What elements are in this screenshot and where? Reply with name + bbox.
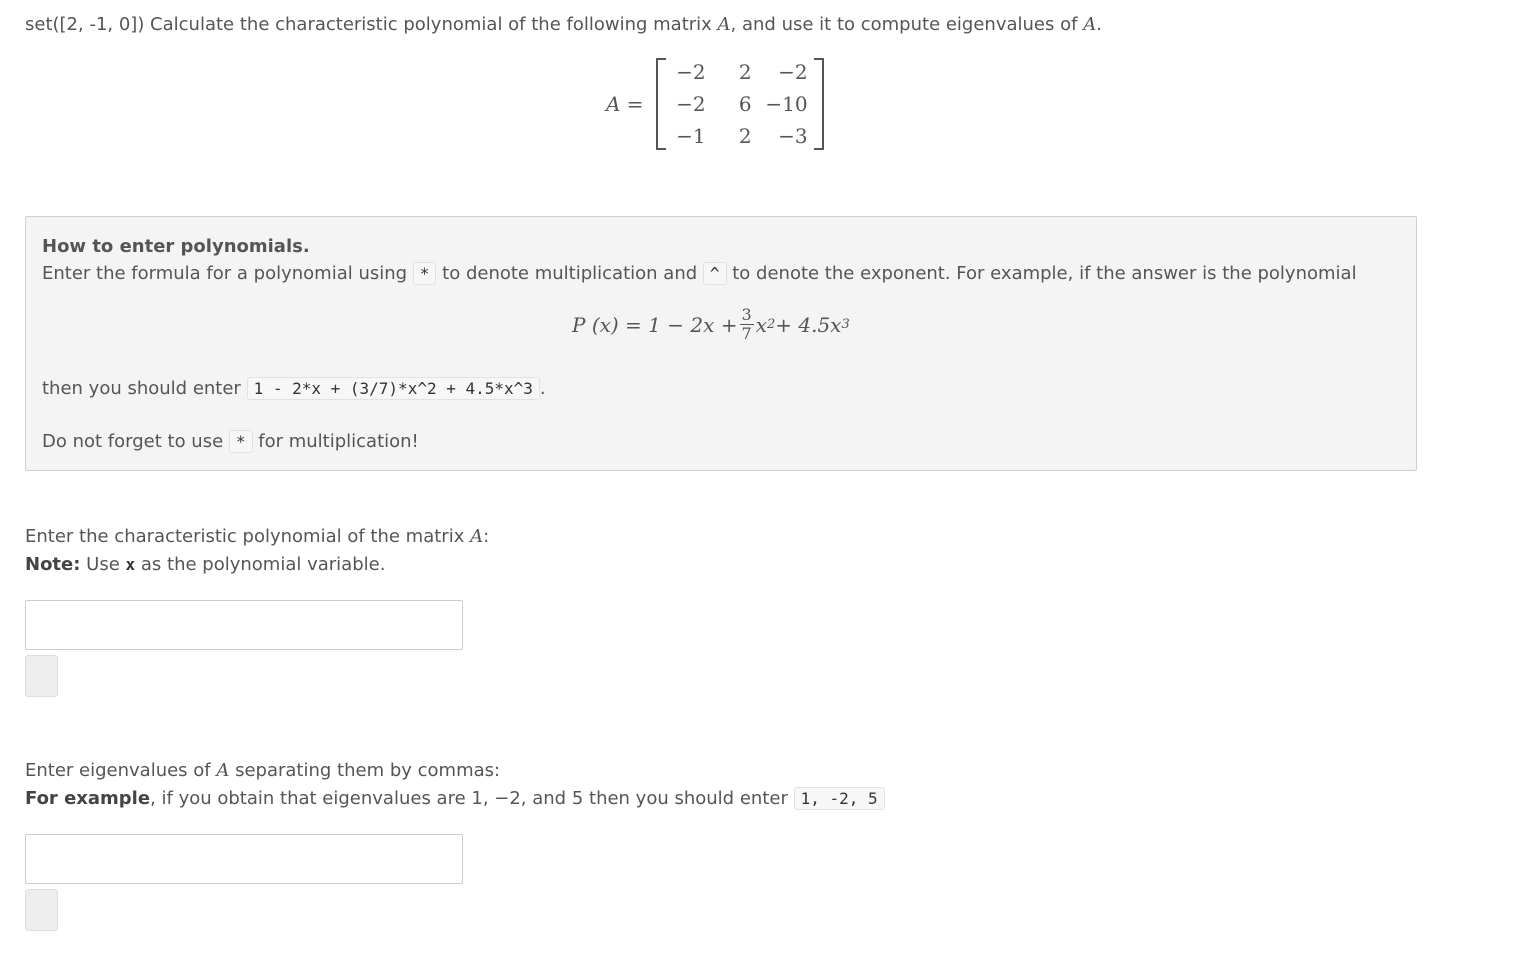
q1-suffix: : [483,526,490,547]
q1-prompt-text: Enter the characteristic polynomial of the matrix [25,526,471,547]
matrix-cell: 2 [738,124,752,148]
help-title: How to enter polynomials. [42,236,310,257]
help-text-2: to denote multiplication and [436,263,703,284]
left-bracket [656,58,666,150]
then-suffix: . [539,378,546,399]
matrix-cell: −2 [676,60,706,84]
problem-statement [25,14,1102,35]
polynomial-answer-input[interactable] [25,600,463,650]
matrix-cell: −2 [778,60,808,84]
forget-prefix: Do not forget to use [42,431,229,452]
matrix-variable: A [717,14,731,35]
polynomial-submit-button[interactable] [25,655,58,697]
formula-mid: + 4.5x [775,312,842,337]
exp-symbol-code: ^ [703,262,727,285]
matrix-display [606,58,824,150]
q2-prompt [25,760,500,781]
problem-end: . [1096,14,1102,35]
help-then-line [42,378,546,399]
eigenvalues-submit-button[interactable] [25,889,58,931]
q2-var: A [216,760,230,781]
problem-middle: , and use it to compute eigenvalues of [730,14,1084,35]
note-prefix: Use [80,554,126,575]
formula-fraction [740,306,754,343]
eigenvalues-answer-input[interactable] [25,834,463,884]
formula-x: x [755,312,767,337]
note-var: x [125,555,136,574]
q2-suffix: separating them by commas: [229,760,501,781]
q2-prompt-text: Enter eigenvalues of [25,760,217,781]
q1-var: A [470,526,484,547]
q2-example [25,788,885,809]
example-formula [572,306,850,343]
matrix-lhs: A = [606,92,644,116]
fraction-numerator: 3 [741,305,752,324]
matrix-cell: 2 [738,60,752,84]
note-suffix: as the polynomial variable. [135,554,386,575]
fraction-denominator: 7 [741,324,752,343]
matrix-cell: −10 [765,92,808,116]
matrix-variable-2: A [1083,14,1097,35]
help-text-3: to denote the exponent. For example, if the answer is the polynomial [726,263,1357,284]
example-answer-code: 1 - 2*x + (3/7)*x^2 + 4.5*x^3 [247,377,540,400]
forget-suffix: for multiplication! [252,431,419,452]
problem-prefix: set([2, -1, 0]) Calculate the characteristic polynomial of the following matrix [25,14,718,35]
q1-prompt [25,526,489,547]
mult-symbol-code: * [413,262,437,285]
then-prefix: then you should enter [42,378,247,399]
q1-note [25,554,385,575]
matrix-cell: 6 [738,92,752,116]
example-eigen-code: 1, -2, 5 [794,787,885,810]
formula-exp3: 3 [841,317,850,332]
formula-exp2: 2 [766,317,776,332]
matrix-cell: −1 [676,124,706,148]
help-text-1: Enter the formula for a polynomial using [42,263,413,284]
example-label: For example [25,788,151,809]
example-text: , if you obtain that eigenvalues are 1, −2, and 5 then you should enter [150,788,794,809]
note-label: Note: [25,554,81,575]
right-bracket [814,58,824,150]
help-reminder [42,431,419,452]
formula-lhs: P (x) = 1 − 2x + [572,312,738,337]
reminder-code: * [229,430,253,453]
matrix-cell: −2 [676,92,706,116]
help-instructions [42,263,1357,284]
matrix-cell: −3 [778,124,808,148]
matrix-grid [666,56,814,152]
